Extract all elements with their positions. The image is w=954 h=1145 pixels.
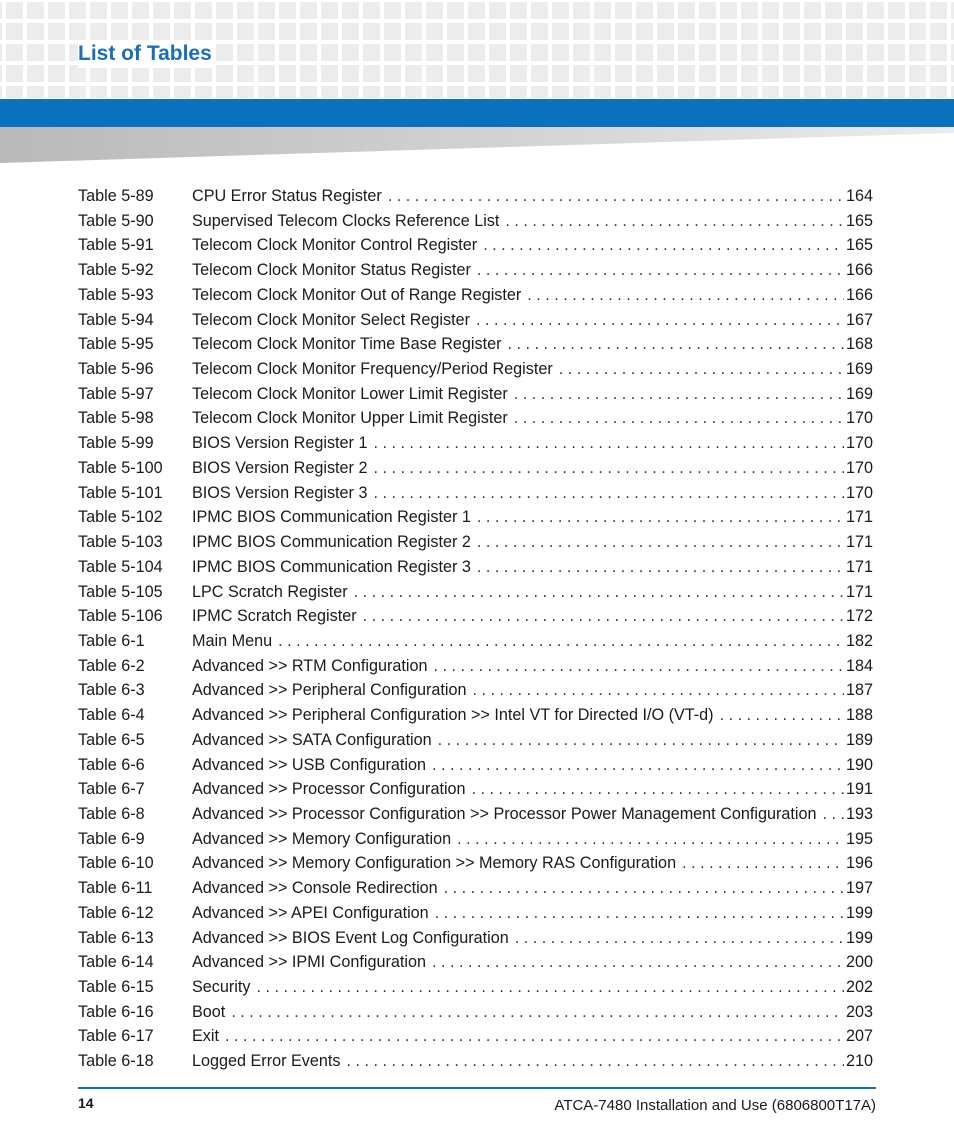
toc-entry-page: 170 [845,483,873,502]
toc-entry-leader [682,851,844,876]
toc-entry-leader [373,481,844,506]
toc-entry-leader [433,654,844,679]
toc-entry-number: Table 5-104 [78,557,163,576]
toc-entry-page: 169 [845,360,873,379]
toc-entry-page: 188 [845,706,873,725]
toc-entry-title: Supervised Telecom Clocks Reference List [192,211,500,230]
toc-entry-title: Telecom Clock Monitor Status Register [192,261,471,280]
toc-entry[interactable] [78,184,873,209]
footer-page-number: 14 [78,1095,94,1111]
toc-entry-leader [278,629,844,654]
toc-entry-page: 170 [845,409,873,428]
toc-entry-leader [438,728,844,753]
toc-entry[interactable] [78,481,873,506]
toc-entry-number: Table 6-13 [78,928,154,947]
toc-entry[interactable] [78,209,873,234]
toc-entry[interactable] [78,654,873,679]
toc-entry[interactable] [78,382,873,407]
toc-entry-page: 207 [845,1027,873,1046]
toc-entry-number: Table 5-105 [78,582,163,601]
toc-entry-leader [373,456,844,481]
toc-entry-page: 190 [845,755,873,774]
toc-entry-leader [432,753,844,778]
toc-entry[interactable] [78,555,873,580]
toc-entry-leader [476,308,844,333]
toc-entry-number: Table 6-2 [78,656,145,675]
toc-entry[interactable] [78,308,873,333]
toc-entry-leader [256,975,844,1000]
toc-entry-leader [373,431,844,456]
toc-entry[interactable] [78,456,873,481]
toc-entry-number: Table 5-97 [78,384,154,403]
toc-entry[interactable] [78,283,873,308]
toc-entry-number: Table 6-14 [78,953,154,972]
toc-entry[interactable] [78,926,873,951]
toc-entry-number: Table 5-98 [78,409,154,428]
toc-entry-page: 166 [845,261,873,280]
toc-entry-leader [435,901,844,926]
header-blue-band [0,99,954,127]
toc-entry-title: IPMC Scratch Register [192,607,357,626]
toc-entry-leader [388,184,844,209]
toc-entry-number: Table 6-18 [78,1052,154,1071]
toc-entry[interactable] [78,604,873,629]
toc-entry-number: Table 6-5 [78,730,145,749]
toc-entry-leader [432,950,844,975]
toc-entry-title: Main Menu [192,631,273,650]
toc-entry-number: Table 6-16 [78,1002,154,1021]
toc-entry[interactable] [78,728,873,753]
toc-entry-page: 195 [845,829,873,848]
toc-entry-leader [483,233,844,258]
toc-entry-number: Table 5-93 [78,285,154,304]
toc-entry[interactable] [78,777,873,802]
toc-entry[interactable] [78,580,873,605]
toc-entry[interactable] [78,1024,873,1049]
toc-entry-number: Table 6-3 [78,681,145,700]
toc-entry-leader [472,777,844,802]
toc-entry-page: 197 [845,879,873,898]
toc-entry-page: 191 [845,780,873,799]
toc-entry-title: Logged Error Events [192,1052,341,1071]
toc-entry-page: 171 [845,508,873,527]
toc-entry-leader [457,827,844,852]
toc-entry-title: Advanced >> Memory Configuration [192,829,452,848]
toc-entry-number: Table 5-95 [78,335,154,354]
toc-entry-leader [477,505,844,530]
toc-entry-title: Advanced >> SATA Configuration [192,730,432,749]
toc-entry-page: 196 [845,854,873,873]
toc-entry-number: Table 5-99 [78,434,154,453]
toc-entry-page: 165 [845,236,873,255]
toc-entry-title: Telecom Clock Monitor Time Base Register [192,335,502,354]
toc-entry-page: 210 [845,1052,873,1071]
toc-entry-title: Advanced >> USB Configuration [192,755,426,774]
toc-entry-number: Table 5-100 [78,458,163,477]
toc-entry-page: 166 [845,285,873,304]
toc-entry[interactable] [78,901,873,926]
toc-entry-page: 182 [845,631,873,650]
toc-entry-title: BIOS Version Register 3 [192,483,368,502]
toc-entry-number: Table 6-12 [78,903,154,922]
toc-entry-title: Telecom Clock Monitor Frequency/Period Register [192,360,553,379]
toc-entry-page: 193 [845,804,873,823]
toc-entry[interactable] [78,505,873,530]
toc-entry-number: Table 6-10 [78,854,154,873]
toc-entry-leader [507,332,844,357]
toc-entry[interactable] [78,258,873,283]
toc-entry-leader [505,209,844,234]
toc-entry[interactable] [78,703,873,728]
toc-entry-page: 203 [845,1002,873,1021]
toc-entry-number: Table 6-6 [78,755,145,774]
toc-entry-page: 170 [845,434,873,453]
toc-entry[interactable] [78,1000,873,1025]
toc-entry[interactable] [78,431,873,456]
toc-entry-leader [515,926,844,951]
toc-entry-page: 200 [845,953,873,972]
toc-entry-number: Table 6-4 [78,706,145,725]
toc-entry-page: 202 [845,978,873,996]
toc-entry[interactable] [78,678,873,703]
toc-entry-number: Table 5-91 [78,236,154,255]
toc-entry-number: Table 5-96 [78,360,154,379]
toc-entry-title: Telecom Clock Monitor Out of Range Register [192,285,522,304]
toc-entry-title: IPMC BIOS Communication Register 3 [192,557,471,576]
toc-entry-title: Advanced >> Console Redirection [192,879,438,898]
page-title: List of Tables [78,40,216,68]
toc-entry-number: Table 6-9 [78,829,145,848]
toc-entry-number: Table 5-103 [78,533,163,552]
toc-entry-leader [477,258,844,283]
toc-entry-number: Table 6-15 [78,978,154,996]
toc-entry-leader [559,357,844,382]
toc-entry-page: 168 [845,335,873,354]
toc-entry-page: 171 [845,557,873,576]
toc-entry-leader [346,1049,844,1074]
toc-entry-title: Telecom Clock Monitor Lower Limit Register [192,384,508,403]
toc-entry-leader [822,802,844,827]
toc-entry-page: 171 [845,533,873,552]
toc-entry-page: 184 [845,656,873,675]
toc-entry[interactable] [78,332,873,357]
toc-entry-page: 170 [845,458,873,477]
toc-entry-leader [472,678,844,703]
toc-entry-title: LPC Scratch Register [192,582,348,601]
toc-entry-leader [225,1024,844,1049]
toc-entry[interactable] [78,802,873,827]
toc-entry-title: Exit [192,1027,219,1046]
toc-entry-title: Advanced >> Processor Configuration [192,780,466,799]
toc-entry-title: BIOS Version Register 2 [192,458,368,477]
toc-entry-leader [514,382,844,407]
toc-entry-number: Table 5-90 [78,211,154,230]
toc-entry-title: Security [192,978,251,996]
toc-entry-number: Table 5-106 [78,607,163,626]
list-of-tables [78,184,873,1074]
toc-entry-title: Advanced >> RTM Configuration [192,656,428,675]
toc-entry-page: 199 [845,928,873,947]
toc-entry[interactable] [78,876,873,901]
toc-entry-title: Advanced >> Peripheral Configuration >> Intel VT for Directed I/O (VT-d) [192,706,714,725]
toc-entry[interactable] [78,233,873,258]
toc-entry-title: Advanced >> Processor Configuration >> Processor Power Management Configuration [192,804,817,823]
toc-entry-number: Table 5-102 [78,508,163,527]
toc-entry[interactable] [78,753,873,778]
toc-entry-title: Advanced >> APEI Configuration [192,903,429,922]
toc-entry[interactable] [78,406,873,431]
toc-entry[interactable] [78,851,873,876]
toc-entry-number: Table 6-8 [78,804,145,823]
toc-entry[interactable] [78,1049,873,1074]
toc-entry-page: 199 [845,903,873,922]
toc-entry-leader [354,580,844,605]
toc-entry-number: Table 6-7 [78,780,145,799]
toc-entry-number: Table 5-101 [78,483,163,502]
toc-entry-leader [527,283,844,308]
toc-entry-leader [477,555,844,580]
toc-entry-number: Table 6-17 [78,1027,154,1046]
toc-entry-title: Boot [192,1002,226,1021]
toc-entry-title: IPMC BIOS Communication Register 2 [192,533,471,552]
toc-entry-leader [444,876,844,901]
toc-entry-leader [231,1000,844,1025]
toc-entry-number: Table 5-94 [78,310,154,329]
toc-entry-leader [720,703,844,728]
toc-entry-title: Advanced >> BIOS Event Log Configuration [192,928,509,947]
toc-entry-title: Telecom Clock Monitor Upper Limit Register [192,409,508,428]
toc-entry-title: Advanced >> Peripheral Configuration [192,681,467,700]
toc-entry-title: Telecom Clock Monitor Control Register [192,236,478,255]
toc-entry-page: 187 [845,681,873,700]
toc-entry[interactable] [78,975,873,1000]
toc-entry-title: Telecom Clock Monitor Select Register [192,310,470,329]
toc-entry[interactable] [78,530,873,555]
footer-document-title: ATCA-7480 Installation and Use (6806800T17A) [554,1097,876,1114]
toc-entry-leader [363,604,844,629]
toc-entry[interactable] [78,629,873,654]
toc-entry-page: 167 [845,310,873,329]
toc-entry[interactable] [78,357,873,382]
toc-entry-number: Table 5-89 [78,187,154,205]
toc-entry-title: Advanced >> IPMI Configuration [192,953,426,972]
toc-entry-number: Table 6-11 [78,879,153,898]
toc-entry-title: Advanced >> Memory Configuration >> Memory RAS Configuration [192,854,677,873]
toc-entry-leader [477,530,844,555]
toc-entry[interactable] [78,827,873,852]
toc-entry-page: 189 [845,730,873,749]
toc-entry-number: Table 6-1 [78,631,145,650]
toc-entry-page: 172 [845,607,873,626]
toc-entry[interactable] [78,950,873,975]
toc-entry-title: CPU Error Status Register [192,187,382,205]
toc-entry-page: 164 [845,187,873,205]
toc-entry-page: 171 [845,582,873,601]
footer-rule [78,1087,876,1089]
header-gray-wedge [0,127,954,163]
toc-entry-page: 165 [845,211,873,230]
toc-entry-page: 169 [845,384,873,403]
toc-entry-title: BIOS Version Register 1 [192,434,368,453]
toc-entry-number: Table 5-92 [78,261,154,280]
toc-entry-title: IPMC BIOS Communication Register 1 [192,508,471,527]
toc-entry-leader [514,406,844,431]
